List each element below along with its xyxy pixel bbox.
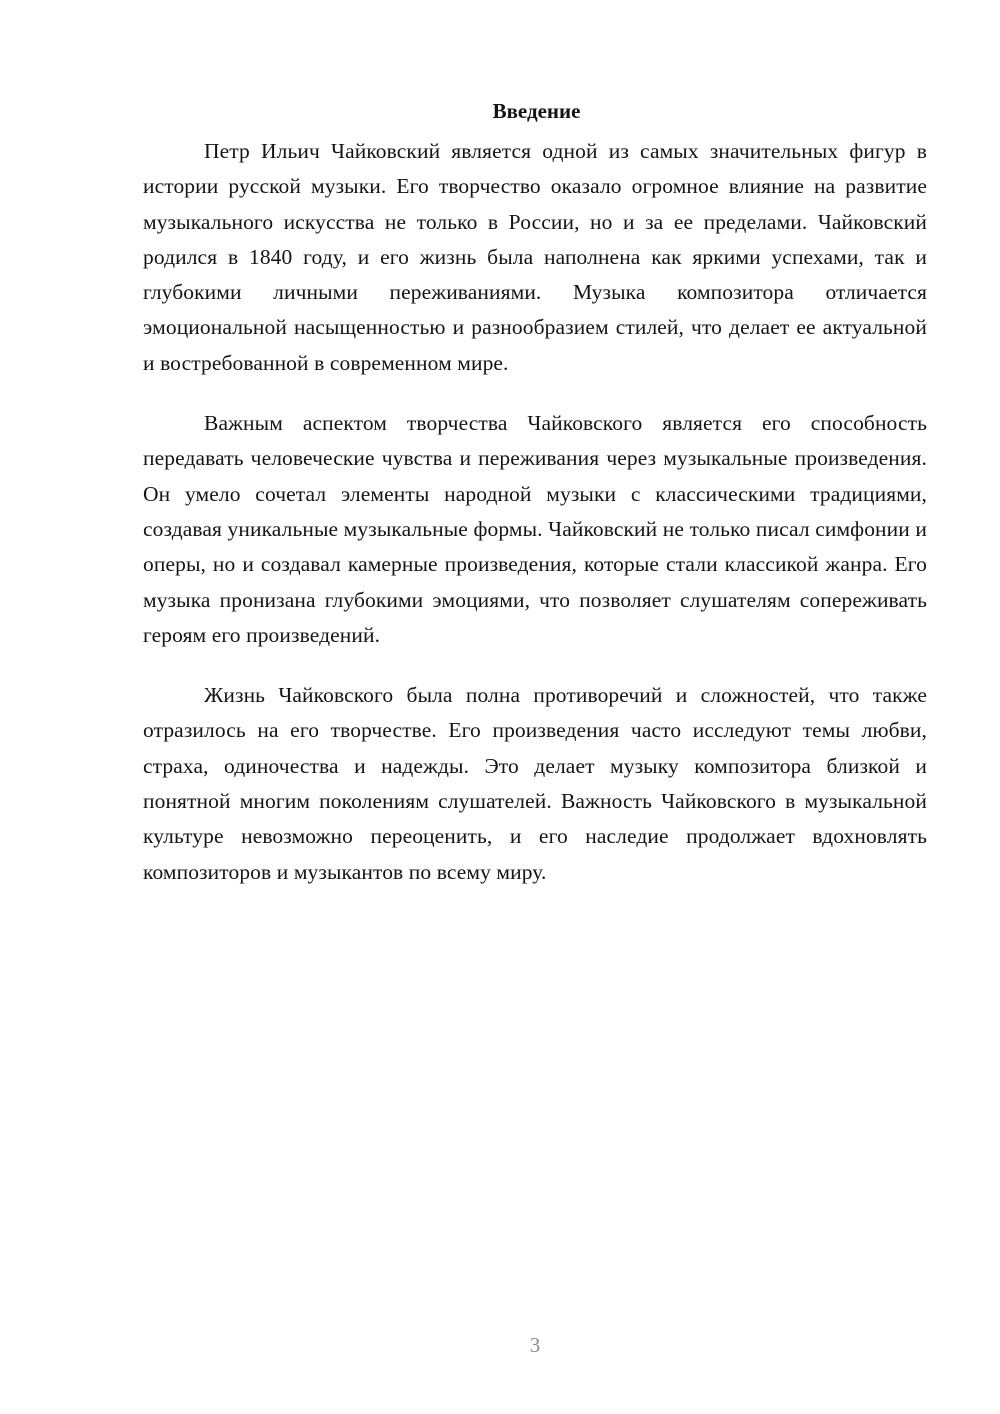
paragraph-3: Жизнь Чайковского была полна противоречий и сложностей, что также отразилось на его творчестве. Его произведения часто исследуют темы любви, страха, одиночества и надежды. Это делает музыку композитора близкой и понятной многим поколениям слушателей. Важность Чайковского в музыкальной культуре невозможно переоценить, и его наследие продолжает вдохновлять композиторов и музыкантов по всему миру. — [143, 683, 927, 884]
paragraph-2: Важным аспектом творчества Чайковского является его способность передавать человеческие чувства и переживания через музыкальные произведения. Он умело сочетал элементы народной музыки с классическими традициями, создавая уникальные музыкальные формы. Чайковский не только писал симфонии и оперы, но и создавал камерные произведения, которые стали классикой жанра. Его музыка пронизана глубокими эмоциями, что позволяет слушателям сопереживать героям его произведений. — [143, 411, 927, 647]
page-content — [143, 93, 927, 890]
section-title: Введение — [492, 99, 581, 123]
page-number: 3 — [529, 1333, 541, 1357]
paragraph-1: Петр Ильич Чайковский является одной из самых значительных фигур в истории русской музыки. Его творчество оказало огромное влияние на развитие музыкального искусства не только в России, но и за ее пределами. Чайковский родился в 1840 году, и его жизнь была наполнена как яркими успехами, так и глубокими личными переживаниями. Музыка композитора отличается эмоциональной насыщенностью и разнообразием стилей, что делает ее актуальной и востребованной в современном мире. — [143, 139, 927, 375]
